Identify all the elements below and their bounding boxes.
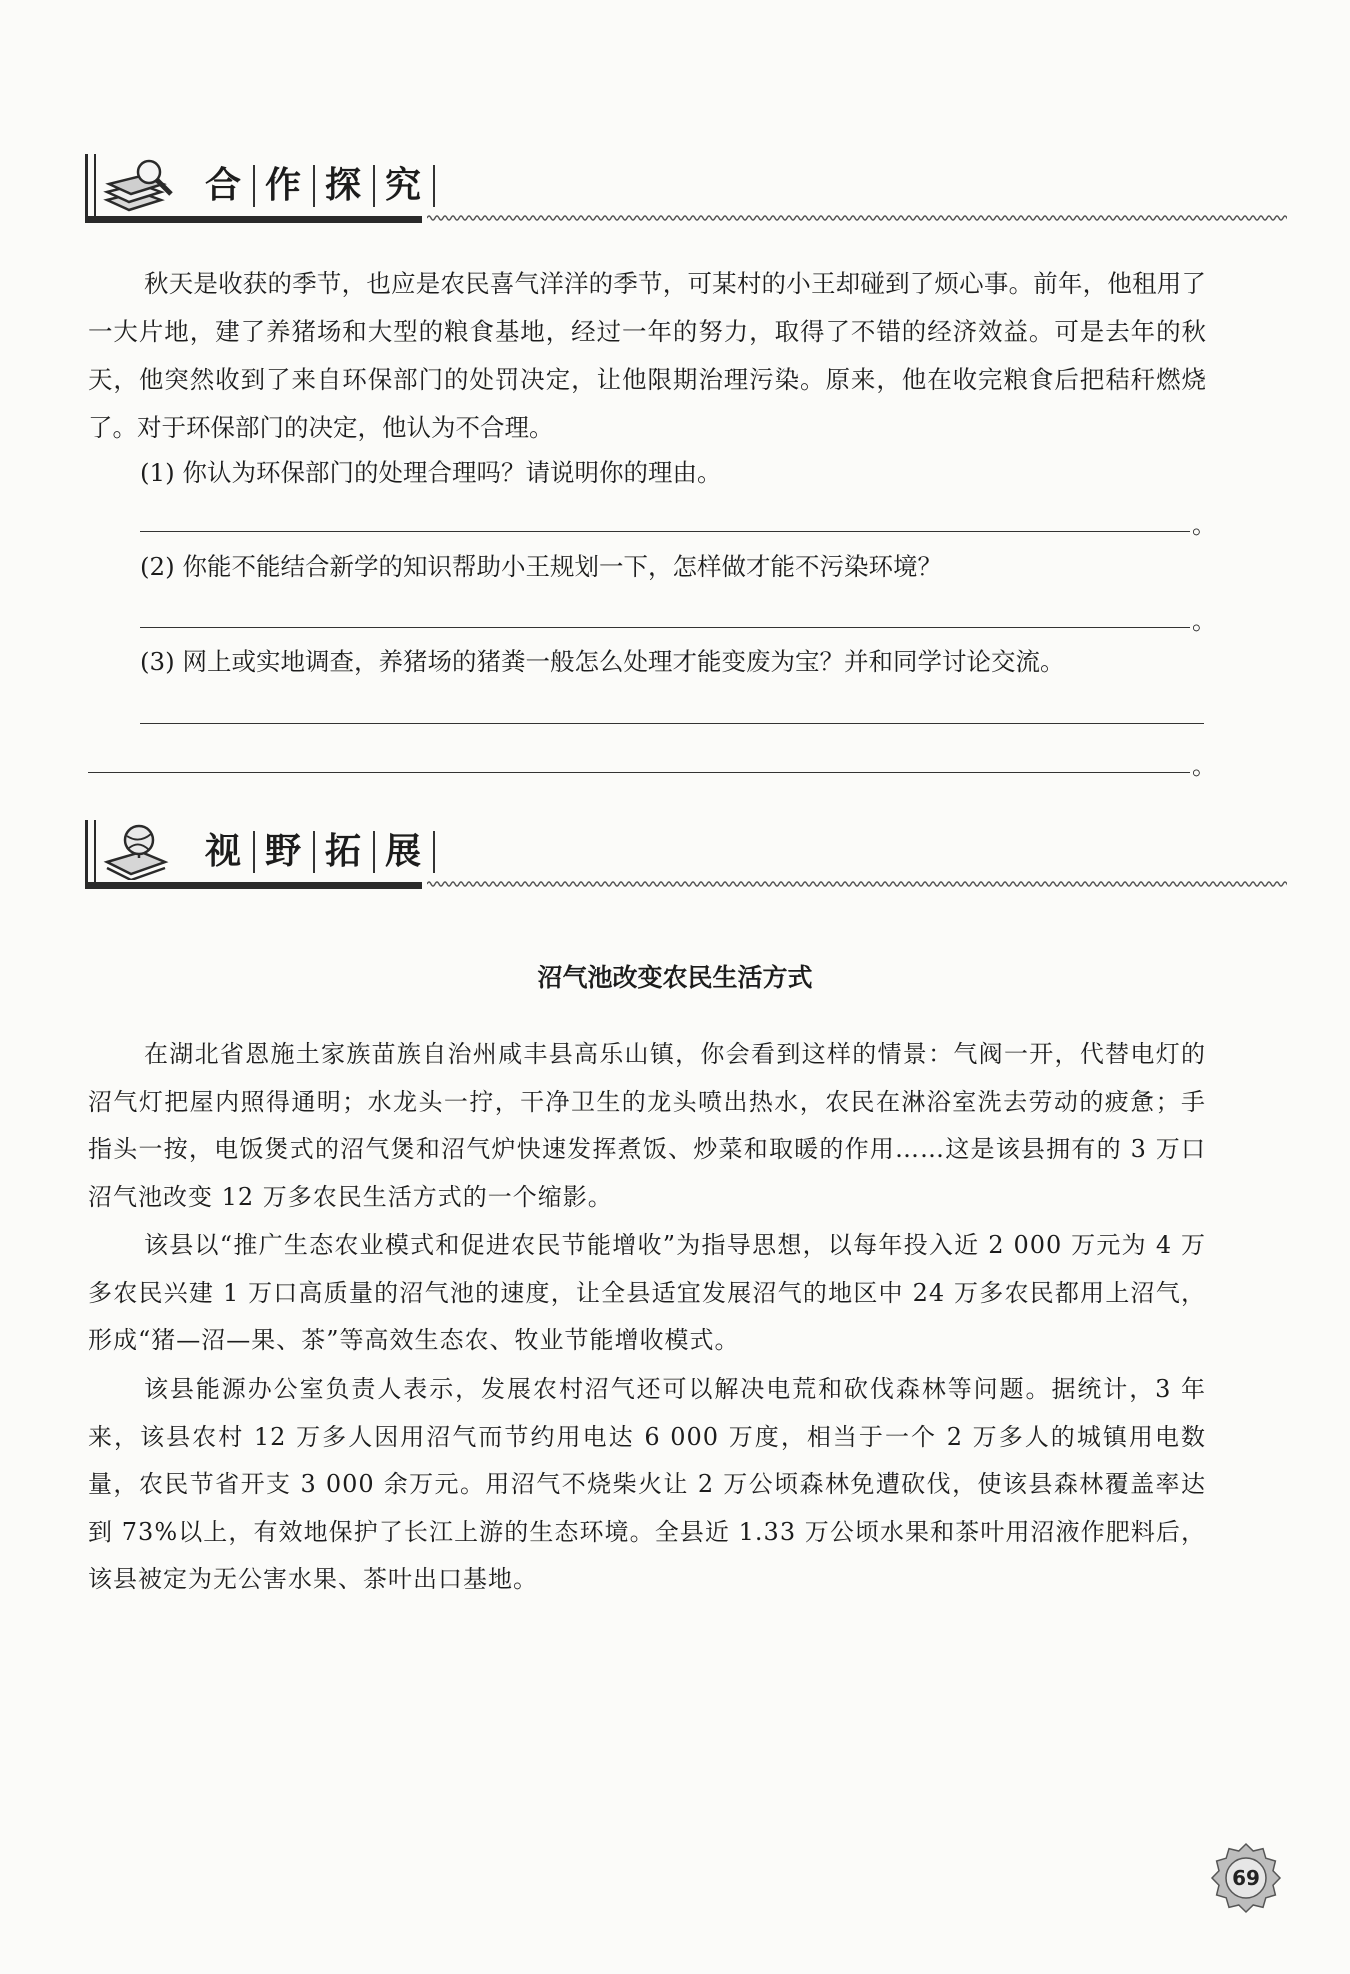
section-title bbox=[201, 158, 435, 214]
page-number-badge bbox=[1210, 1842, 1282, 1914]
answer-line-3a[interactable] bbox=[140, 723, 1204, 724]
title-char: 合 bbox=[201, 165, 255, 207]
scenario-paragraph: 秋天是收获的季节，也应是农民喜气洋洋的季节，可某村的小王却碰到了烦心事。前年，他租用了一大片地，建了养猪场和大型的粮食基地，经过一年的努力，取得了不错的经济效益。可是去年的秋天，他突然收到了来自环保部门的处罚决定，让他限期治理污染。原来，他在收完粮食后把秸秆燃烧了。对于环保部门的决定，他认为不合理。 bbox=[88, 269, 1206, 442]
page-number: 69 bbox=[1232, 1866, 1260, 1890]
title-char: 究 bbox=[375, 165, 435, 207]
title-char: 视 bbox=[201, 831, 255, 873]
title-char: 野 bbox=[255, 831, 315, 873]
question-1: (1) 你认为环保部门的处理合理吗？请说明你的理由。 bbox=[140, 458, 722, 487]
line-period: 。 bbox=[1192, 752, 1216, 780]
title-char: 展 bbox=[375, 831, 435, 873]
section-title bbox=[201, 824, 435, 880]
article-paragraph-2: 该县以“推广生态农业模式和促进农民节能增收”为指导思想，以每年投入近 2 000 万元为 4 万多农民兴建 1 万口高质量的沼气池的速度，让全县适宜发展沼气的地区中 24 万多农民都用上沼气，形成“猪—沼—果、茶”等高效生态农、牧业节能增收模式。 bbox=[88, 1231, 1206, 1354]
title-char: 探 bbox=[315, 165, 375, 207]
book-globe-icon bbox=[99, 822, 179, 880]
title-char: 作 bbox=[255, 165, 315, 207]
answer-line-3b[interactable] bbox=[88, 772, 1190, 773]
question-2: (2) 你能不能结合新学的知识帮助小王规划一下，怎样做才能不污染环境？ bbox=[140, 552, 942, 581]
article-paragraph-3: 该县能源办公室负责人表示，发展农村沼气还可以解决电荒和砍伐森林等问题。据统计，3 年来，该县农村 12 万多人因用沼气而节约用电达 6 000 万度，相当于一个 2 万多人的城镇用电数量，农民节省开支 3 000 余万元。用沼气不烧柴火让 2 万公顷森林免遭砍伐，使该县森林覆盖率达到 73%以上，有效地保护了长江上游的生态环境。全县近 1.33 万公顷水果和茶叶用沼液作肥料后，该县被定为无公害水果、茶叶出口基地。 bbox=[88, 1375, 1206, 1593]
wavy-divider bbox=[427, 878, 1287, 890]
section-header-broaden-horizons bbox=[85, 820, 1205, 892]
line-period: 。 bbox=[1192, 511, 1216, 539]
article-paragraph-1: 在湖北省恩施土家族苗族自治州咸丰县高乐山镇，你会看到这样的情景：气阀一开，代替电灯的沼气灯把屋内照得通明；水龙头一拧，干净卫生的龙头喷出热水，农民在淋浴室洗去劳动的疲惫；手指头一按，电饭煲式的沼气煲和沼气炉快速发挥煮饭、炒菜和取暖的作用……这是该县拥有的 3 万口沼气池改变 12 万多农民生活方式的一个缩影。 bbox=[88, 1040, 1206, 1211]
answer-line-1[interactable] bbox=[140, 531, 1190, 532]
books-magnifier-icon bbox=[99, 156, 179, 214]
section-header-cooperative-inquiry bbox=[85, 154, 1205, 226]
title-char: 拓 bbox=[315, 831, 375, 873]
answer-line-2[interactable] bbox=[140, 627, 1190, 628]
article-title: 沼气池改变农民生活方式 bbox=[537, 963, 813, 992]
line-period: 。 bbox=[1192, 607, 1216, 635]
wavy-divider bbox=[427, 212, 1287, 224]
question-3: (3) 网上或实地调查，养猪场的猪粪一般怎么处理才能变废为宝？并和同学讨论交流。 bbox=[140, 647, 1065, 676]
